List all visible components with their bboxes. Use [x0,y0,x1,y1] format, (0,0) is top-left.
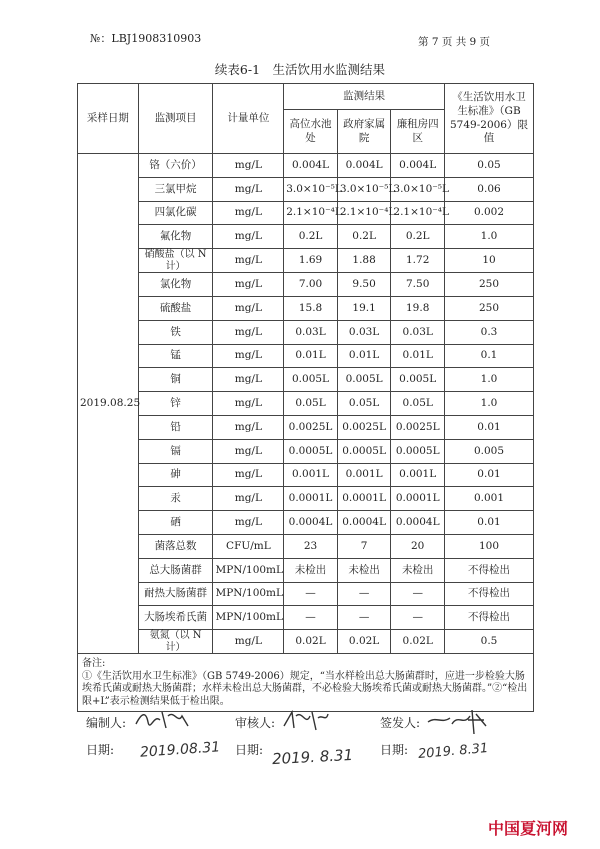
standard-limit: 0.5 [445,630,534,654]
header-unit: 计量单位 [213,84,284,154]
table-row [78,463,534,487]
site-3-value: — [391,606,445,630]
compiler-label: 编制人: [86,716,127,730]
item-cell: 总大肠菌群 [138,558,213,582]
site-3-value: 0.05L [391,392,445,416]
standard-limit: 0.005 [445,439,534,463]
standard-limit: 10 [445,249,534,273]
site-2-value: — [337,582,391,606]
table-row [78,296,534,320]
site-2-value: 0.05L [337,392,391,416]
table-row [78,249,534,273]
unit-cell: MPN/100mL [213,558,284,582]
table-row [78,558,534,582]
site-3-value: 0.0001L [391,487,445,511]
notes-text: ①《生活饮用水卫生标准》（GB 5749-2006）规定，“当水样检出总大肠菌群时，应进一步检验大肠埃希氏菌或耐热大肠菌群；水样未检出总大肠菌群，不必检验大肠埃希氏菌或耐热大肠菌群。”②“检出限+L”表示检测结果低于检出限。 [82,670,528,707]
sampling-date-cell: 2019.08.25 [78,154,139,654]
unit-cell: mg/L [213,249,284,273]
table-row [78,630,534,654]
site-3-value: 0.0025L [391,415,445,439]
site-2-value: 3.0×10⁻⁵L [337,177,391,201]
header-site-2: 政府家属院 [337,110,391,154]
issuer-date: 2019. 8.31 [417,740,489,763]
site-2-value: 未检出 [337,558,391,582]
site-2-value: 0.0005L [337,439,391,463]
table-row [78,511,534,535]
item-cell: 硝酸盐（以 N 计） [138,249,213,273]
unit-cell: mg/L [213,177,284,201]
reviewer-label: 审核人: [235,716,276,730]
site-1-value: 0.0005L [284,439,338,463]
site-3-value: 未检出 [391,558,445,582]
item-cell: 四氯化碳 [138,201,213,225]
table-row [78,320,534,344]
item-cell: 氯化物 [138,273,213,297]
unit-cell: mg/L [213,368,284,392]
report-number: №：LBJ1908310903 [90,32,202,45]
unit-cell: mg/L [213,201,284,225]
compiler-signature [132,706,194,732]
site-3-value: 0.005L [391,368,445,392]
site-1-value: 15.8 [284,296,338,320]
site-1-value: 1.69 [284,249,338,273]
standard-limit: 100 [445,534,534,558]
item-cell: 氨氮（以 N 计） [138,630,213,654]
site-2-value: 0.004L [337,154,391,178]
item-cell: 砷 [138,463,213,487]
site-2-value: 9.50 [337,273,391,297]
results-body [78,154,534,654]
table-row [78,344,534,368]
unit-cell: MPN/100mL [213,582,284,606]
issuer-signature [424,706,494,736]
site-3-value: 19.8 [391,296,445,320]
item-cell: 锰 [138,344,213,368]
site-2-value: 0.01L [337,344,391,368]
site-1-value: 0.01L [284,344,338,368]
header-site-1: 高位水池处 [284,110,338,154]
standard-limit: 不得检出 [445,558,534,582]
site-3-value: 1.72 [391,249,445,273]
table-title: 续表6-1 生活饮用水监测结果 [214,62,386,77]
reviewer-date: 2019. 8.31 [271,745,354,769]
unit-cell: mg/L [213,320,284,344]
table-row [78,487,534,511]
site-2-value: 19.1 [337,296,391,320]
site-3-value: 3.0×10⁻⁵L [391,177,445,201]
site-1-value: 0.2L [284,225,338,249]
table-row [78,415,534,439]
site-1-value: 0.0004L [284,511,338,535]
site-3-value: 0.004L [391,154,445,178]
header-item: 监测项目 [138,84,213,154]
unit-cell: mg/L [213,487,284,511]
notes-heading: 备注: [82,658,106,670]
item-cell: 三氯甲烷 [138,177,213,201]
date-label-3: 日期: [380,743,409,757]
table-row [78,392,534,416]
monitoring-results-table [77,83,534,712]
standard-limit: 250 [445,273,534,297]
unit-cell: mg/L [213,439,284,463]
site-1-value: — [284,582,338,606]
item-cell: 铜 [138,368,213,392]
page-number: 第 7 页 共 9 页 [418,36,491,48]
standard-limit: 不得检出 [445,582,534,606]
site-3-value: 0.0004L [391,511,445,535]
standard-limit: 1.0 [445,368,534,392]
table-row [78,606,534,630]
table-row [78,225,534,249]
standard-limit: 0.3 [445,320,534,344]
standard-limit: 0.002 [445,201,534,225]
item-cell: 大肠埃希氏菌 [138,606,213,630]
standard-limit: 0.05 [445,154,534,178]
site-2-value: 0.005L [337,368,391,392]
table-row [78,201,534,225]
standard-limit: 0.06 [445,177,534,201]
table-row [78,154,534,178]
unit-cell: mg/L [213,273,284,297]
site-2-value: — [337,606,391,630]
table-row [78,439,534,463]
site-3-value: 0.02L [391,630,445,654]
standard-limit: 0.1 [445,344,534,368]
site-1-value: 0.05L [284,392,338,416]
header-site-3: 廉租房四区 [391,110,445,154]
site-3-value: 20 [391,534,445,558]
unit-cell: mg/L [213,344,284,368]
item-cell: 铅 [138,415,213,439]
watermark-logo: 中国夏河网 [488,819,569,838]
site-1-value: 2.1×10⁻⁴L [284,201,338,225]
header-standard: 《生活饮用水卫生标准》（GB 5749-2006）限值 [445,84,534,154]
table-row [78,273,534,297]
standard-limit: 0.001 [445,487,534,511]
table-row [78,582,534,606]
site-2-value: 0.0001L [337,487,391,511]
unit-cell: mg/L [213,225,284,249]
site-1-value: 0.0025L [284,415,338,439]
issuer-label: 签发人: [380,716,421,730]
date-label-2: 日期: [235,743,264,757]
standard-limit: 0.01 [445,463,534,487]
site-2-value: 0.2L [337,225,391,249]
site-1-value: 7.00 [284,273,338,297]
unit-cell: mg/L [213,511,284,535]
header-results: 监测结果 [284,84,445,110]
header-date: 采样日期 [78,84,139,154]
unit-cell: mg/L [213,392,284,416]
item-cell: 汞 [138,487,213,511]
site-3-value: 0.01L [391,344,445,368]
unit-cell: mg/L [213,463,284,487]
date-label-1: 日期: [86,743,115,757]
site-3-value: 0.03L [391,320,445,344]
site-3-value: 0.001L [391,463,445,487]
site-2-value: 0.02L [337,630,391,654]
item-cell: 硫酸盐 [138,296,213,320]
item-cell: 铁 [138,320,213,344]
item-cell: 锌 [138,392,213,416]
table-row [78,534,534,558]
standard-limit: 0.01 [445,511,534,535]
unit-cell: CFU/mL [213,534,284,558]
site-1-value: 0.005L [284,368,338,392]
site-2-value: 0.0025L [337,415,391,439]
item-cell: 镉 [138,439,213,463]
item-cell: 氟化物 [138,225,213,249]
site-2-value: 7 [337,534,391,558]
site-1-value: 0.001L [284,463,338,487]
site-3-value: 0.0005L [391,439,445,463]
item-cell: 菌落总数 [138,534,213,558]
site-1-value: 23 [284,534,338,558]
item-cell: 硒 [138,511,213,535]
site-1-value: 0.004L [284,154,338,178]
item-cell: 铬（六价） [138,154,213,178]
site-3-value: — [391,582,445,606]
site-2-value: 0.0004L [337,511,391,535]
site-3-value: 0.2L [391,225,445,249]
site-1-value: 3.0×10⁻⁵L [284,177,338,201]
reviewer-signature [280,706,332,734]
site-2-value: 0.001L [337,463,391,487]
table-row [78,368,534,392]
item-cell: 耐热大肠菌群 [138,582,213,606]
site-1-value: — [284,606,338,630]
unit-cell: MPN/100mL [213,606,284,630]
site-1-value: 0.0001L [284,487,338,511]
standard-limit: 0.01 [445,415,534,439]
site-1-value: 未检出 [284,558,338,582]
compiler-date: 2019.08.31 [139,739,221,761]
notes-cell [78,654,534,712]
unit-cell: mg/L [213,415,284,439]
standard-limit: 1.0 [445,225,534,249]
site-2-value: 2.1×10⁻⁴L [337,201,391,225]
unit-cell: mg/L [213,154,284,178]
unit-cell: mg/L [213,296,284,320]
unit-cell: mg/L [213,630,284,654]
site-3-value: 7.50 [391,273,445,297]
standard-limit: 1.0 [445,392,534,416]
table-row [78,177,534,201]
standard-limit: 250 [445,296,534,320]
site-2-value: 0.03L [337,320,391,344]
site-1-value: 0.03L [284,320,338,344]
site-2-value: 1.88 [337,249,391,273]
site-1-value: 0.02L [284,630,338,654]
site-3-value: 2.1×10⁻⁴L [391,201,445,225]
standard-limit: 不得检出 [445,606,534,630]
